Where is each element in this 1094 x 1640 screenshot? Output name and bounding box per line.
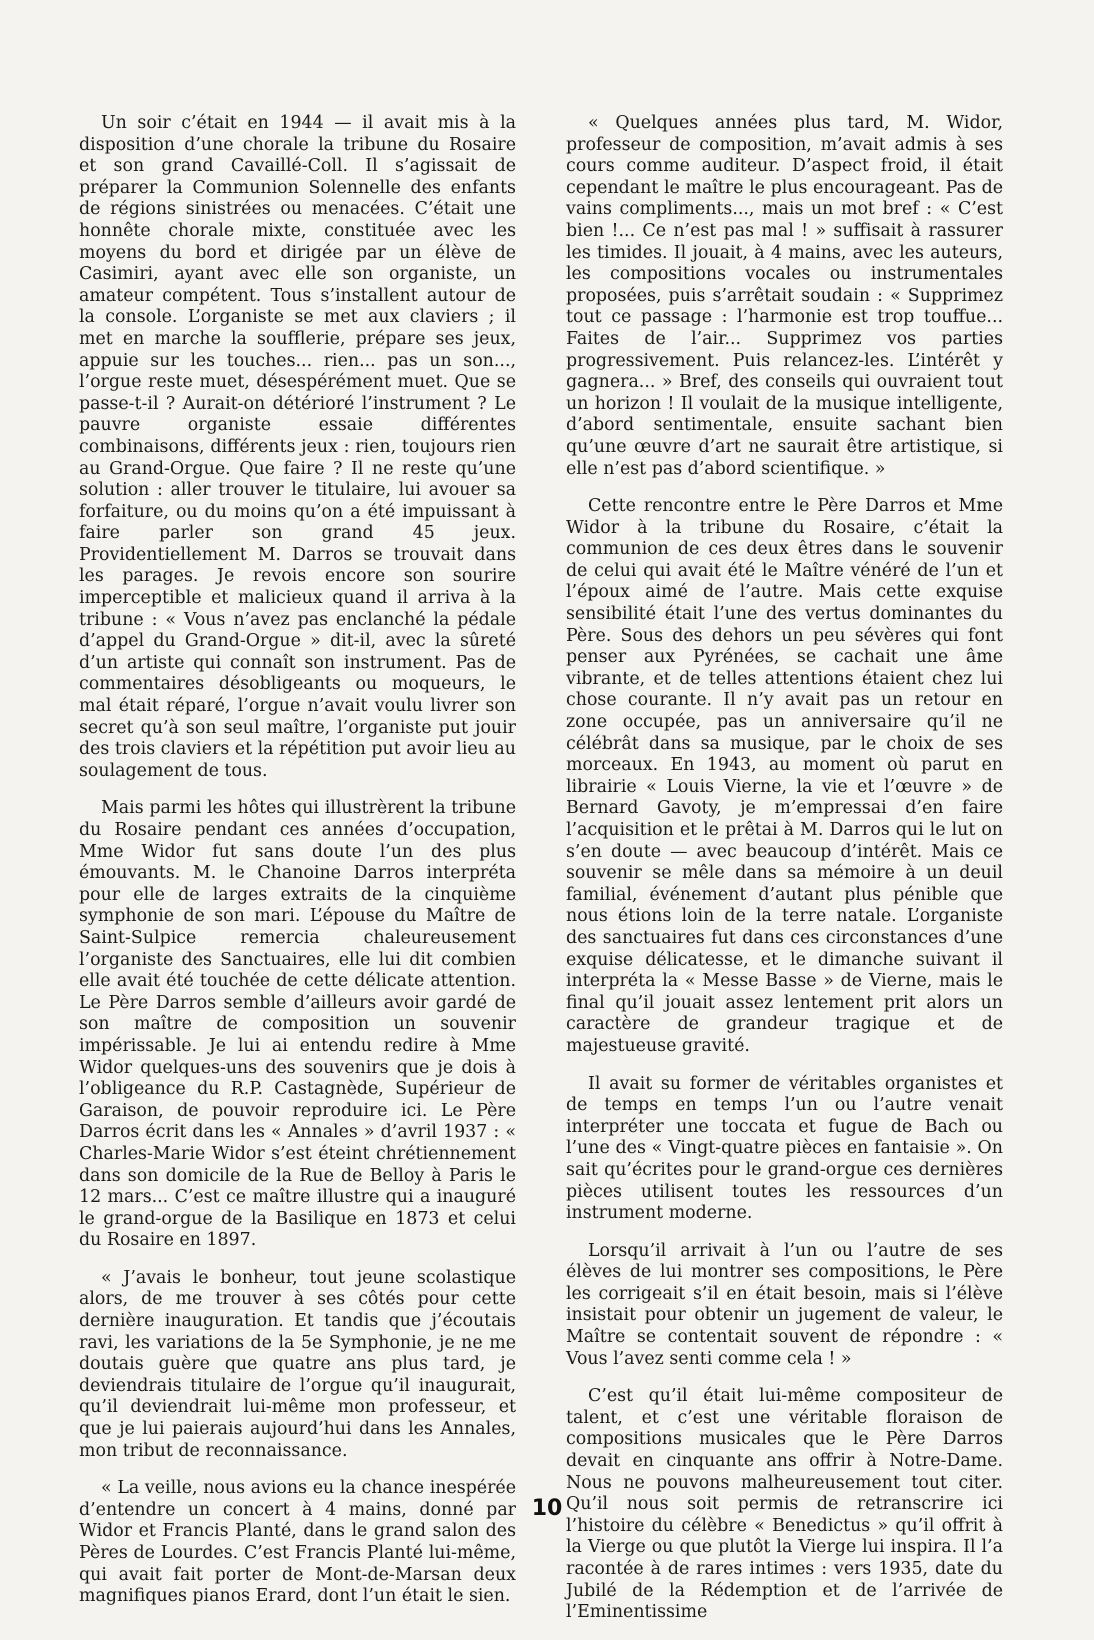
right-column xyxy=(566,113,1003,1640)
paragraph: Lorsqu’il arrivait à l’un ou l’autre de ses élèves de lui montrer ses compositions, le Père les corrigeait s’il en était besoin, mais si l’élève insistait pour obtenir un jugement de valeur, le Maître se contentait souvent de répondre : « Vous l’avez senti comme cela ! » xyxy=(566,1240,1003,1369)
paragraph: Mais parmi les hôtes qui illustrèrent la tribune du Rosaire pendant ces années d’occupation, Mme Widor fut sans doute l’un des plus émouvants. M. le Chanoine Darros interpréta pour elle de larges extraits de la cinquième symphonie de son mari. L’épouse du Maître de Saint-Sulpice remercia chaleureusement l’organiste des Sanctuaires, elle lui dit combien elle avait été touchée de cette délicate attention. Le Père Darros semble d’ailleurs avoir gardé de son maître de composition un souvenir impérissable. Je lui ai entendu redire à Mme Widor quelques-uns des souvenirs que je dois à l’obligeance du R.P. Castagnède, Supérieur de Garaison, de pouvoir reproduire ici. Le Père Darros écrit dans les « Annales » d’avril 1937 : « Charles-Marie Widor s’est éteint chrétiennement dans son domicile de la Rue de Belloy à Paris le 12 mars... C’est ce maître illustre qui a inauguré le grand-orgue de la Basilique en 1873 et celui du Rosaire en 1897. xyxy=(79,798,516,1251)
paragraph: Il avait su former de véritables organistes et de temps en temps l’un ou l’autre venait interpréter une toccata et fugue de Bach ou l’une des « Vingt-quatre pièces en fantaisie ». On sait qu’écrites pour le grand-orgue ces dernières pièces utilisent toutes les ressources d’un instrument moderne. xyxy=(566,1073,1003,1224)
paragraph: « Quelques années plus tard, M. Widor, professeur de composition, m’avait admis à ses cours comme auditeur. D’aspect froid, il était cependant le maître le plus encourageant. Pas de vains compliments..., mais un mot bref : « C’est bien !... Ce n’est pas mal ! » suffisait à rassurer les timides. Il jouait, à 4 mains, avec les auteurs, les compositions vocales ou instrumentales proposées, puis s’arrêtait soudain : « Supprimez tout ce passage : l’harmonie est trop touffue... Faites de l’air... Supprimez vos parties progressivement. Puis relancez-les. L’intérêt y gagnera... » Bref, des conseils qui ouvraient tout un horizon ! Il voulait de la musique intelligente, d’abord sentimentale, ensuite sachant bien qu’une œuvre d’art ne saurait être artistique, si elle n’est pas d’abord scientifique. » xyxy=(566,113,1003,479)
paragraph: Un soir c’était en 1944 — il avait mis à la disposition d’une chorale la tribune du Rosaire et son grand Cavaillé-Coll. Il s’agissait de préparer la Communion Solennelle des enfants de régions sinistrées ou menacées. C’était une honnête chorale mixte, constituée avec les moyens du bord et dirigée par un élève de Casimiri, ayant avec elle son organiste, un amateur compétent. Tous s’installent autour de la console. L’organiste se met aux claviers ; il met en marche la soufflerie, prépare ses jeux, appuie sur les touches... rien... pas un son..., l’orgue reste muet, désespérément muet. Que se passe-t-il ? Aurait-on détérioré l’instrument ? Le pauvre organiste essaie différentes combinaisons, différents jeux : rien, toujours rien au Grand-Orgue. Que faire ? Il ne reste qu’une solution : aller trouver le titulaire, lui avouer sa forfaiture, ou du moins qu’on a été impuissant à faire parler son grand 45 jeux. Providentiellement M. Darros se trouvait dans les parages. Je revois encore son sourire imperceptible et malicieux quand il arriva à la tribune : « Vous n’avez pas enclanché la pédale d’appel du Grand-Orgue » dit-il, avec la sûreté d’un artiste qui connaît son instrument. Pas de commentaires désobligeants ou moqueurs, le mal était réparé, l’orgue n’avait voulu livrer son secret qu’à son seul maître, l’organiste put jouir des trois claviers et la répétition put avoir lieu au soulagement de tous. xyxy=(79,113,516,781)
paragraph: « J’avais le bonheur, tout jeune scolastique alors, de me trouver à ses côtés pour cette dernière inauguration. Et tandis que j’écoutais ravi, les variations de la 5e Symphonie, je ne me doutais guère que quatre ans plus tard, je deviendrais titulaire de l’orgue qu’il inaugurait, qu’il deviendrait lui-même mon professeur, et que je lui paierais aujourd’hui dans les Annales, mon tribut de reconnaissance. xyxy=(79,1267,516,1461)
left-column xyxy=(79,113,516,1624)
paragraph: C’est qu’il était lui-même compositeur de talent, et c’est une véritable floraison de compositions musicales que le Père Darros devait en cinquante ans offrir à Notre-Dame. Nous ne pouvons malheureusement tout citer. Qu’il nous soit permis de retranscrire ici l’histoire du célèbre « Benedictus » qu’il offrit à la Vierge ou que plutôt la Vierge lui inspira. Il l’a racontée à de rares intimes : vers 1935, date du Jubilé de la Rédemption et de l’arrivée de l’Eminentissime xyxy=(566,1386,1003,1623)
paragraph: Cette rencontre entre le Père Darros et Mme Widor à la tribune du Rosaire, c’était la communion de ces deux êtres dans le souvenir de celui qui avait été le Maître vénéré de l’un et l’époux aimé de l’autre. Mais cette exquise sensibilité était l’une des vertus dominantes du Père. Sous des dehors un peu sévères qui font penser aux Pyrénées, se cachait une âme vibrante, et de telles attentions étaient chez lui chose courante. Il n’y avait pas un retour en zone occupée, pas un anniversaire qu’il ne célébrât dans sa musique, par le choix de ses morceaux. En 1943, au moment où parut en librairie « Louis Vierne, la vie et l’œuvre » de Bernard Gavoty, je m’empressai d’en faire l’acquisition et le prêtai à M. Darros qui le lut on s’en doute — avec beaucoup d’intérêt. Mais ce souvenir se mêle dans sa mémoire à un deuil familial, événement d’autant plus pénible que nous étions loin de la terre natale. L’organiste des sanctuaires fut dans ces circonstances d’une exquise délicatesse, et le dimanche suivant il interpréta la « Messe Basse » de Vierne, mais le final qu’il jouait assez lentement prit alors un caractère de grandeur tragique et de majestueuse gravité. xyxy=(566,496,1003,1056)
paragraph: « La veille, nous avions eu la chance inespérée d’entendre un concert à 4 mains, donné par Widor et Francis Planté, dans le grand salon des Pères de Lourdes. C’est Francis Planté lui-même, qui avait fait porter de Mont-de-Marsan deux magnifiques pianos Erard, dont l’un était le sien. xyxy=(79,1478,516,1607)
page-number: 10 xyxy=(531,1496,563,1521)
